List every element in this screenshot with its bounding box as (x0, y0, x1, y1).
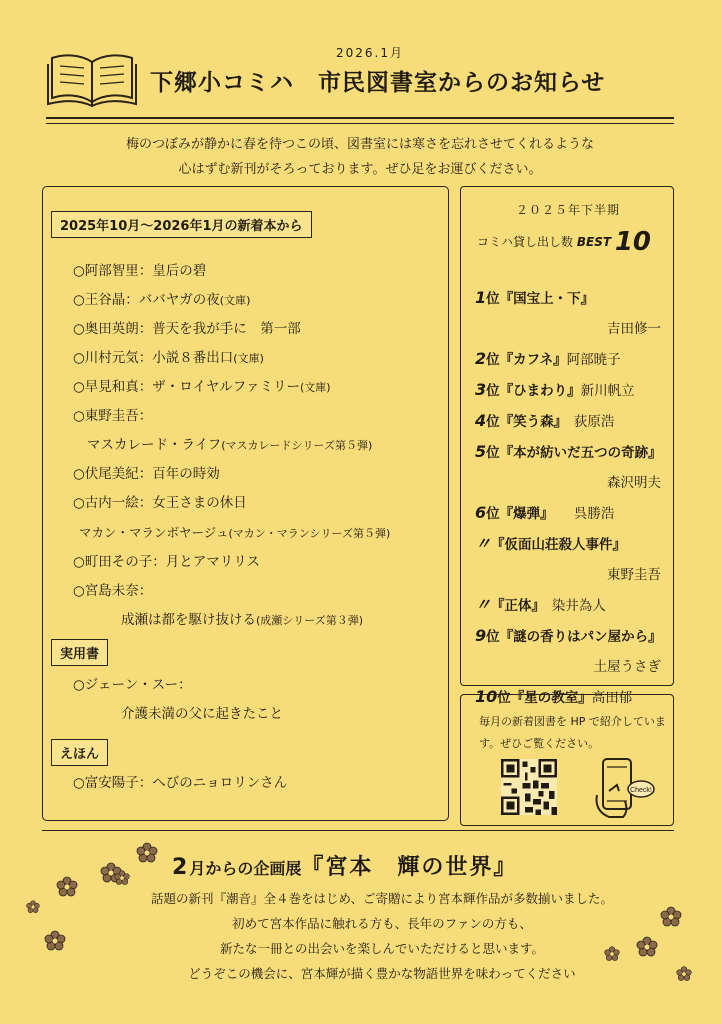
ranking-author: 荻原浩 (560, 414, 615, 430)
list-item: ○伏尾美紀：百年の時効 (73, 466, 220, 482)
ranking-number: 5 (475, 442, 487, 461)
plum-flower-icon (56, 876, 78, 898)
ranking-row (475, 344, 671, 375)
ranking-panel (460, 186, 674, 706)
bottom-divider (42, 830, 674, 831)
ranking-title: 『本が紡いだ五つの奇跡』 (499, 445, 662, 461)
ranking-number: 1 (475, 288, 487, 307)
list-item: ○ジェーン・スー： (73, 677, 192, 693)
ranking-number: 2 (475, 349, 487, 368)
ranking-list (475, 283, 671, 713)
ranking-best: BEST (576, 235, 612, 249)
ranking-label: コミハ貸し出し数 (477, 235, 574, 249)
list-item: ○富安陽子：へびのニョロリンさん (73, 775, 288, 791)
event-line: 初めて宮本作品に触れる方も、長年のファンの方も、 (232, 916, 532, 931)
ranking-title: 『カフネ』 (499, 352, 567, 368)
event-line: 話題の新刊『潮音』全４巻をはじめ、ご寄贈により宮本輝作品が多数揃いました。 (150, 891, 613, 906)
picture-books-heading: えほん (51, 739, 108, 766)
event-name: 『宮本 輝の世界』 (301, 855, 518, 880)
ranking-title: 『謎の香りはパン屋から』 (499, 629, 662, 645)
homepage-text: 毎月の新着図書を HP で紹介しています。ぜひご覧ください。 (479, 715, 666, 750)
smartphone-check-icon (593, 755, 655, 821)
event-title (172, 850, 517, 881)
list-item: ○宮島未奈： (73, 583, 153, 599)
ranking-number: 9 (475, 626, 487, 645)
ranking-period: ２０２５年下半期 (515, 203, 620, 217)
ranking-row (475, 652, 671, 682)
event-line: どうぞこの機会に、宮本輝が描く豊かな物語世界を味わってください (188, 966, 576, 981)
ranking-suffix: 位 (486, 506, 500, 522)
page-title: 下郷小コミハ 市民図書室からのお知らせ (150, 70, 606, 96)
ranking-title: 『爆弾』 (499, 506, 547, 522)
list-item: 成瀬は都を駆け抜ける(成瀬シリーズ第３弾) (121, 612, 364, 628)
ranking-row (475, 375, 671, 406)
check-label: Check! (630, 787, 652, 794)
ranking-author: 阿部暁子 (566, 352, 621, 368)
new-books-list (73, 257, 443, 635)
list-item: ○阿部智里：皇后の碧 (73, 263, 207, 279)
ranking-number: 10 (475, 687, 498, 706)
plum-flower-icon (676, 966, 692, 982)
ranking-suffix: 位 (486, 629, 500, 645)
ranking-author: 呉勝浩 (546, 506, 615, 522)
list-item: ○町田その子：月とアマリリス (73, 554, 261, 570)
intro-line: 心はずむ新刊がそろっております。ぜひ足をお運びください。 (178, 162, 542, 177)
ranking-row (475, 590, 671, 621)
homepage-notice (460, 694, 674, 826)
ranking-title: 『星の教室』 (510, 690, 592, 706)
event-description (92, 886, 672, 986)
practical-heading: 実用書 (51, 639, 108, 666)
list-item: ○古内一絵：女王さまの休日 (73, 495, 247, 511)
qr-code-icon[interactable] (501, 759, 557, 815)
plum-flower-icon (136, 842, 158, 864)
ranking-row (475, 560, 671, 590)
ranking-number: 3 (475, 380, 487, 399)
ranking-row (475, 406, 671, 437)
practical-list (73, 671, 443, 729)
ranking-best-number: 10 (614, 227, 652, 257)
plum-flower-icon (114, 870, 130, 886)
ranking-row (475, 283, 671, 314)
list-item: 介護未満の父に起きたこと (121, 706, 283, 722)
ranking-title: 『仮面山荘殺人事件』 (491, 537, 627, 553)
open-book-icon (44, 48, 140, 110)
ranking-title: 『国宝上・下』 (499, 291, 595, 307)
event-line: 新たな一冊との出会いを楽しんでいただけると思います。 (219, 941, 544, 956)
ranking-suffix: 位 (497, 690, 511, 706)
intro-line: 梅のつぼみが静かに春を待つこの頃、図書室には寒さを忘れさせてくれるような (125, 137, 594, 152)
ranking-suffix: 位 (486, 445, 500, 461)
ranking-title: 『笑う森』 (499, 414, 561, 430)
ranking-row (475, 498, 671, 529)
ranking-author: 東野圭吾 (607, 567, 661, 583)
new-books-panel (42, 186, 449, 821)
ranking-author: 吉田修一 (607, 321, 661, 337)
ranking-suffix: 位 (486, 383, 500, 399)
plum-flower-icon (604, 946, 620, 962)
ranking-heading (477, 227, 651, 257)
ranking-row (475, 314, 671, 344)
ranking-title: 『ひまわり』 (499, 383, 581, 399)
list-item: ○川村元気：小説８番出口(文庫) (73, 350, 264, 366)
ranking-number: 4 (475, 411, 487, 430)
plum-flower-icon (660, 906, 682, 928)
list-item: ○東野圭吾： (73, 408, 153, 424)
ranking-author: 土屋うさぎ (593, 659, 661, 675)
ranking-author: 新川帆立 (580, 383, 635, 399)
ranking-suffix: 位 (486, 414, 500, 430)
list-item: マスカレード・ライフ(マスカレードシリーズ第５弾) (87, 437, 373, 453)
list-item: ○王谷晶：ババヤガの夜(文庫) (73, 292, 251, 308)
ranking-suffix: 位 (486, 352, 500, 368)
ranking-number: 〃 (475, 595, 492, 614)
title-divider (46, 117, 674, 124)
event-month: 2 (172, 855, 190, 880)
ranking-row (475, 437, 671, 468)
ranking-author: 高田郁 (591, 690, 633, 706)
ranking-author: 染井為人 (538, 598, 606, 614)
ranking-row (475, 529, 671, 560)
list-item: ○早見和真：ザ・ロイヤルファミリー(文庫) (73, 379, 331, 395)
new-books-heading: 2025年10月〜2026年1月の新着本から (51, 211, 312, 238)
ranking-row (475, 621, 671, 652)
list-item: マカン・マランボヤージュ(マカン・マランシリーズ第５弾) (79, 525, 391, 540)
list-item: ○奥田英朗：普天を我が手に 第一部 (73, 321, 301, 337)
ranking-row (475, 468, 671, 498)
ranking-number: 〃 (475, 534, 492, 553)
issue-date: 2026.1月 (336, 46, 404, 60)
plum-flower-icon (636, 936, 658, 958)
ranking-suffix: 位 (486, 291, 500, 307)
intro-text (60, 132, 660, 182)
picture-books-list (73, 769, 443, 798)
plum-flower-icon (44, 930, 66, 952)
ranking-number: 6 (475, 503, 487, 522)
ranking-title: 『正体』 (491, 598, 539, 614)
event-label: 月からの企画展 (189, 859, 302, 878)
plum-flower-icon (26, 900, 40, 914)
ranking-author: 森沢明夫 (607, 475, 661, 491)
